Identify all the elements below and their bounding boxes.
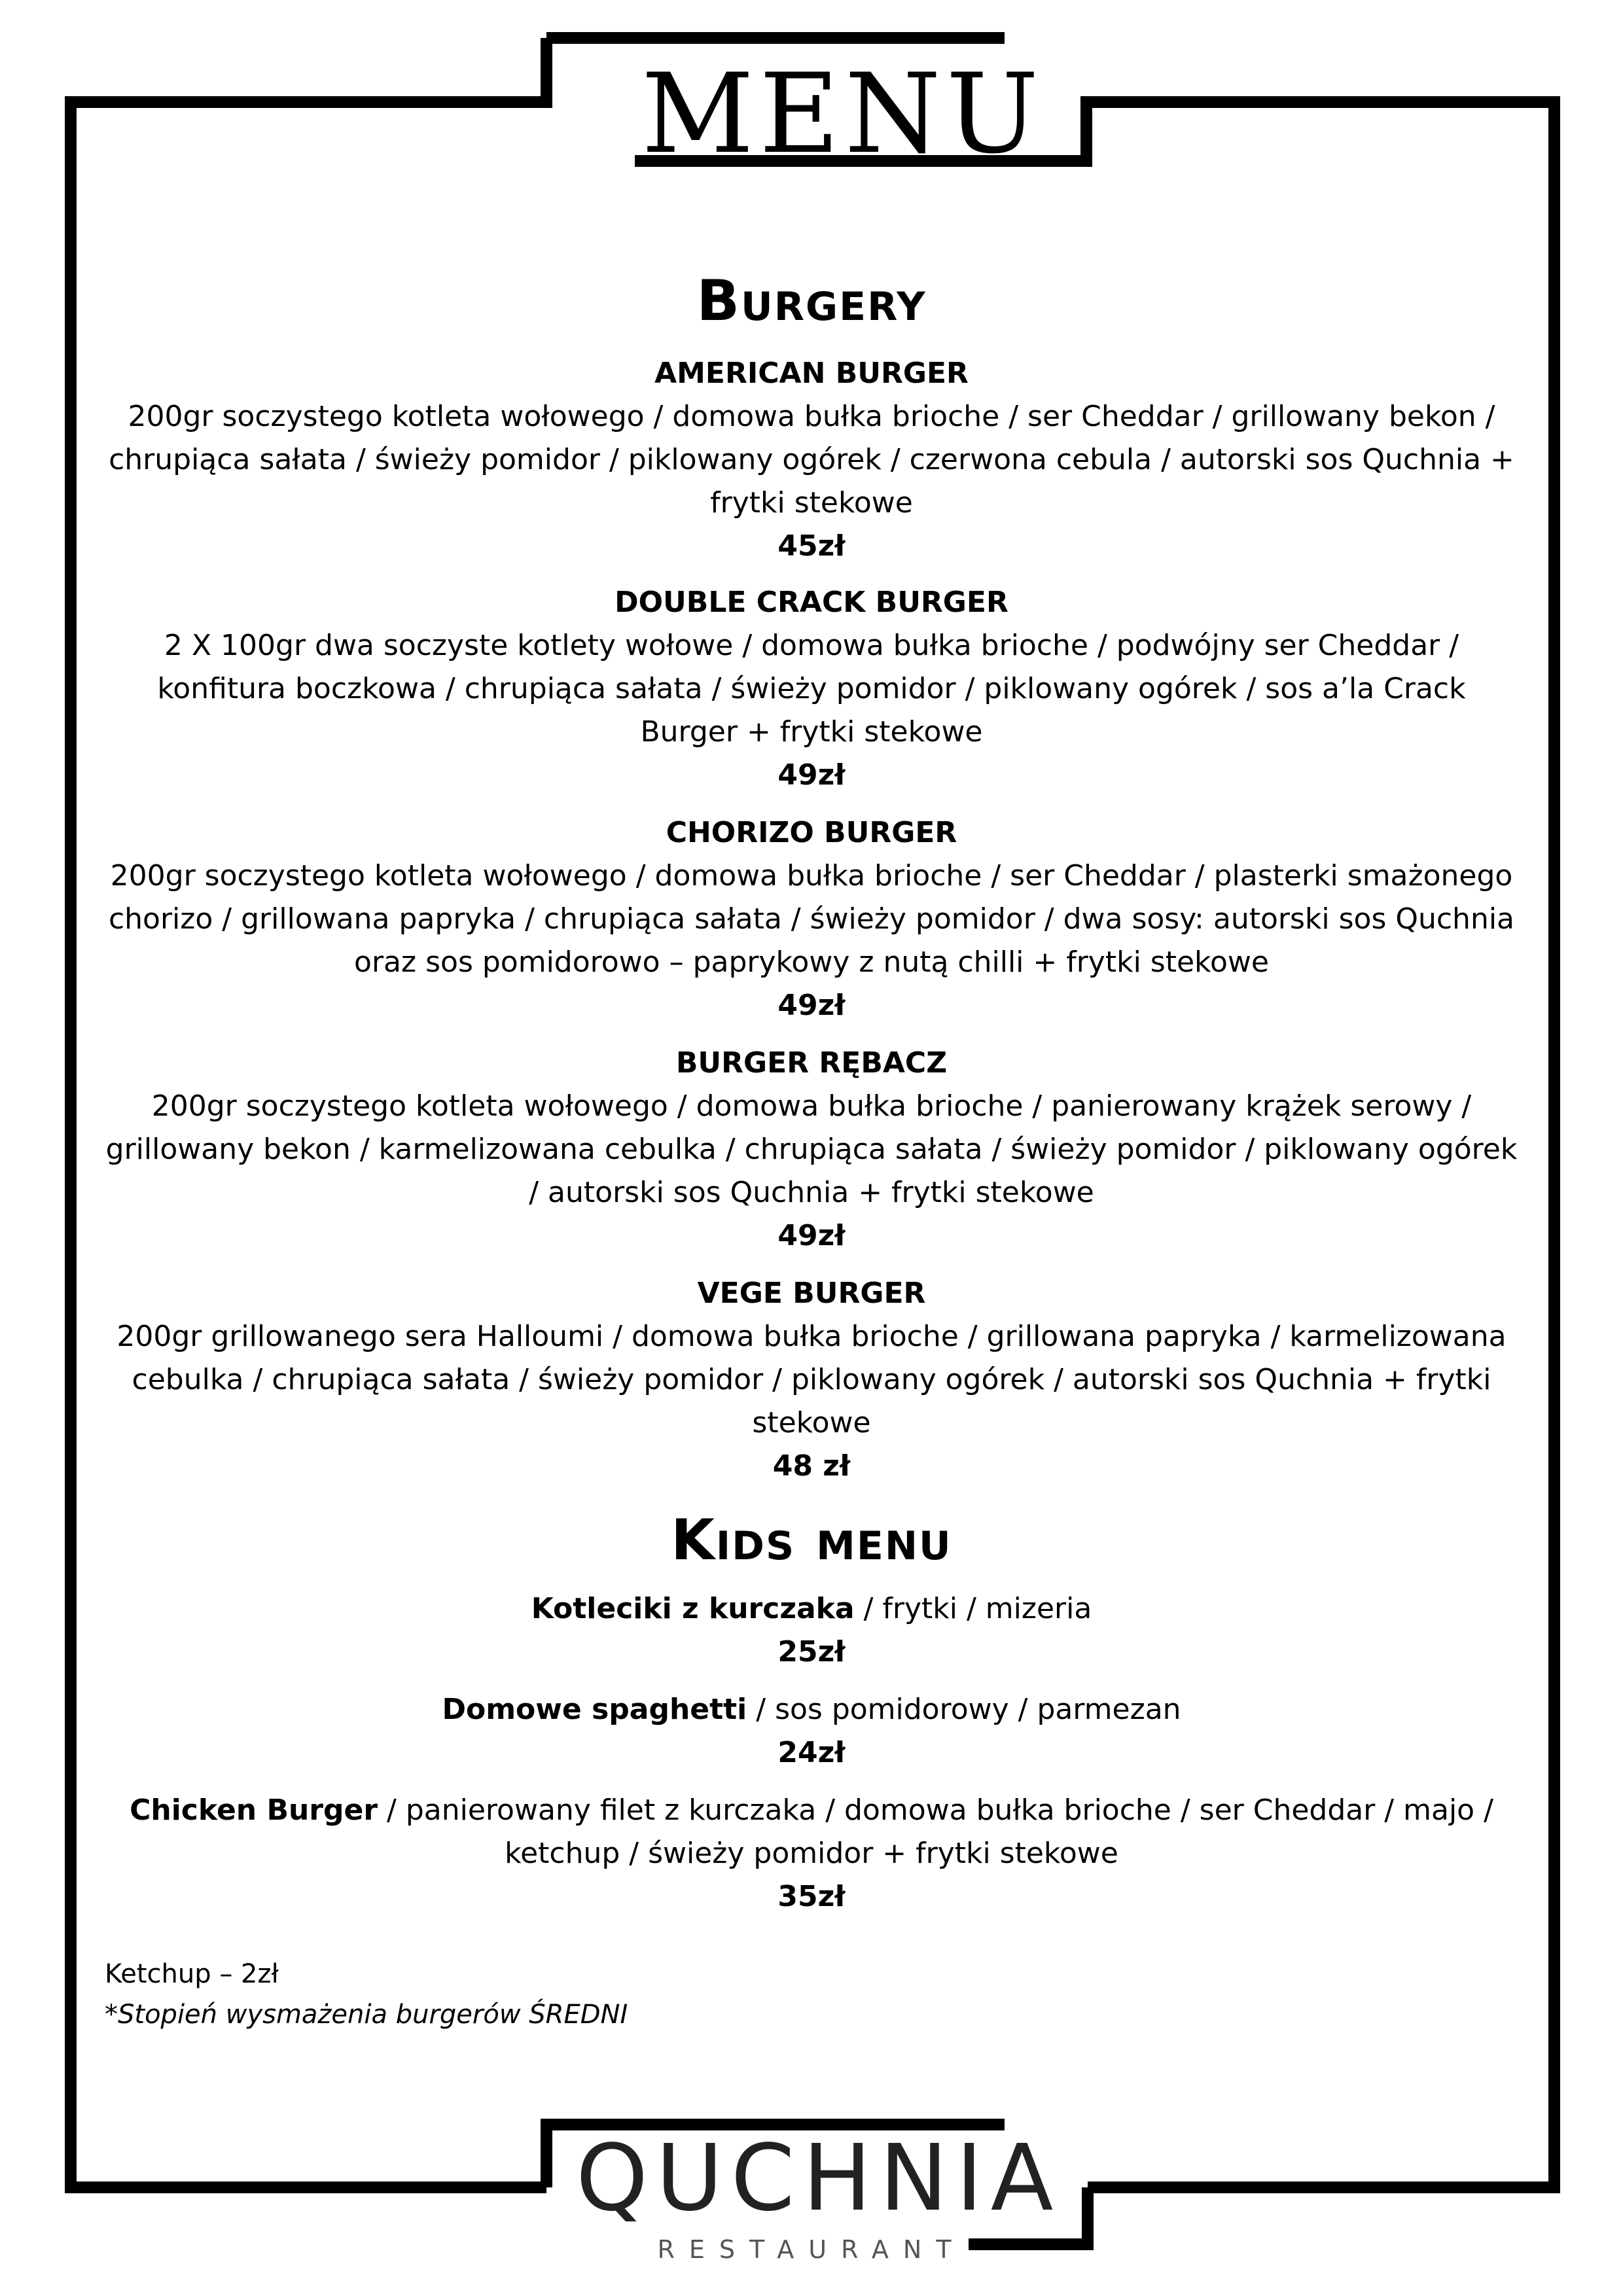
menu-item-american-burger [105,352,1518,568]
item-name: BURGER RĘBACZ [675,1046,948,1080]
item-price: 49zł [777,989,846,1022]
kids-item-price: 24zł [777,1736,846,1769]
menu-item-burger-rebacz [105,1042,1518,1258]
item-name: CHORIZO BURGER [666,816,957,849]
menu-notes [105,1954,628,2035]
brand-name: QUCHNIA [576,2125,1061,2232]
doneness-note: *Stopień wysmażenia burgerów ŚREDNI [105,2000,628,2030]
item-description: 200gr soczystego kotleta wołowego / domowa bułka brioche / panierowany krążek serowy / grillowany bekon / karmelizowana cebulka / chrupiąca sałata / świeży pomidor / piklowany ogórek / autorski sos Quchnia + frytki stekowe [105,1089,1518,1209]
kids-item-price: 25zł [777,1635,846,1669]
kids-item-name: Domowe spaghetti [442,1693,747,1726]
item-description: 200gr grillowanego sera Halloumi / domowa bułka brioche / grillowana papryka / karmelizowana cebulka / chrupiąca sałata / świeży pomidor / piklowany ogórek / autorski sos Quchnia + frytki stekowe [116,1320,1507,1439]
item-name: AMERICAN BURGER [654,357,969,390]
menu-title: MENU [641,50,1044,178]
kids-item-chicken-burger [105,1789,1518,1918]
item-price: 49zł [777,758,846,792]
section-heading-kids-menu: Kids menu [671,1508,952,1573]
kids-item-kotleciki [105,1587,1518,1674]
kids-item-price: 35zł [777,1880,846,1913]
menu-item-double-crack-burger [105,581,1518,797]
ketchup-note: Ketchup – 2zł [105,1959,279,1989]
kids-item-description: / sos pomidorowy / parmezan [747,1693,1181,1726]
kids-item-name: Chicken Burger [130,1793,378,1827]
brand-subtitle: RESTAURANT [657,2235,966,2264]
item-description: 200gr soczystego kotleta wołowego / domowa bułka brioche / ser Cheddar / grillowany bekon / chrupiąca sałata / świeży pomidor / piklowany ogórek / czerwona cebula / autorski sos Quchnia + frytki stekowe [109,400,1514,520]
item-price: 45zł [777,529,846,563]
kids-item-description: / panierowany filet z kurczaka / domowa bułka brioche / ser Cheddar / majo / ketchup / świeży pomidor + frytki stekowe [378,1793,1493,1870]
item-name: DOUBLE CRACK BURGER [615,586,1008,619]
menu-item-chorizo-burger [105,811,1518,1027]
item-description: 200gr soczystego kotleta wołowego / domowa bułka brioche / ser Cheddar / plasterki smażonego chorizo / grillowana papryka / chrupiąca sałata / świeży pomidor / dwa sosy: autorski sos Quchnia oraz sos pomidorowo – paprykowy z nutą chilli + frytki stekowe [108,859,1515,979]
kids-item-spaghetti [105,1688,1518,1775]
section-heading-burgery: Burgery [696,268,927,334]
menu-item-vege-burger [105,1272,1518,1488]
restaurant-logo [576,2125,1061,2264]
item-price: 48 zł [772,1449,851,1483]
item-description: 2 X 100gr dwa soczyste kotlety wołowe / domowa bułka brioche / podwójny ser Cheddar / konfitura boczkowa / chrupiąca sałata / świeży pomidor / piklowany ogórek / sos a’la Crack Burger + frytki stekowe [157,629,1466,749]
item-name: VEGE BURGER [697,1277,926,1310]
kids-item-description: / frytki / mizeria [854,1592,1092,1625]
item-price: 49zł [777,1219,846,1252]
kids-item-name: Kotleciki z kurczaka [531,1592,855,1625]
